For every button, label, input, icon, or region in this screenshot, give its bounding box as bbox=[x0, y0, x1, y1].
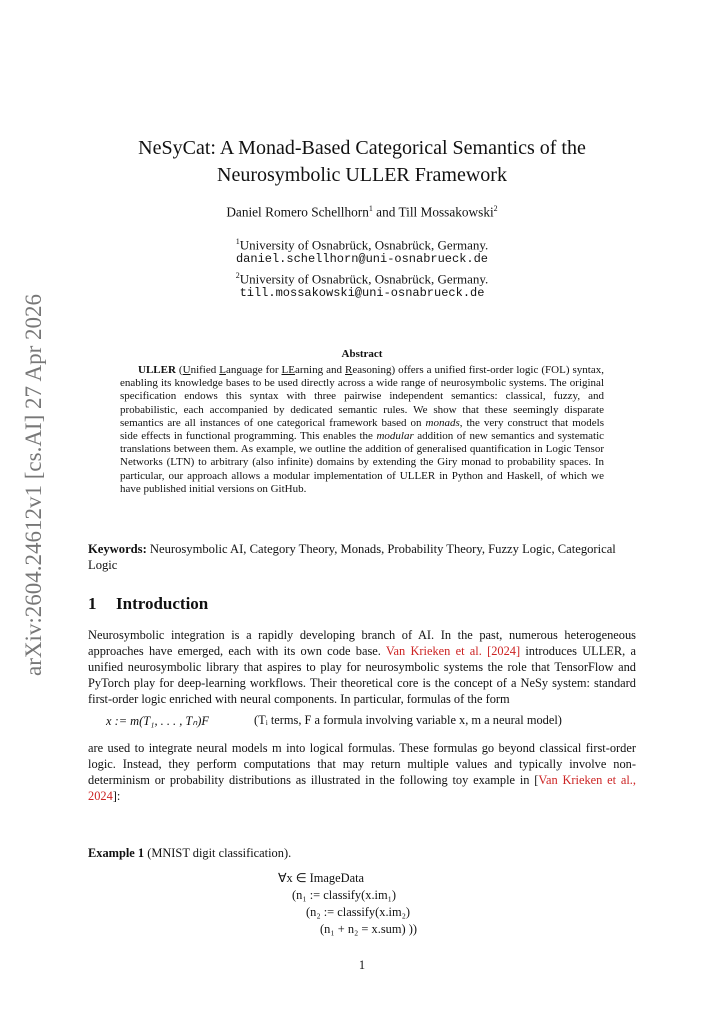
abstract-body: ULLER (Unified Language for LEarning and Reasoning) offers a unified first-order logic (FOL) syntax, enabling its knowledge bases to be used directly across a wide range of neurosymbolic systems. The original specification endows this syntax with three pairwise independent semantics: classical, fuzzy, and probabilistic, each accompanied by dedicated semantic rules. We show that these seemingly disparate semantics are all instances of one categorical framework based on monads, the very construct that models side effects in functional programming. This enables the modular addition of new semantics and systematic translations between them. As example, we outline the addition of generalised quantification in Logic Tensor Networks (LTN) to arbitrary (also infinite) domains by extending the Giry monad to probability spaces. In particular, our approach allows a modular implementation of ULLER in Python and Haskell, of which we have published initial versions on GitHub. bbox=[120, 364, 605, 495]
keywords: Keywords: Neurosymbolic AI, Category Theory, Monads, Probability Theory, Fuzzy Logic, Categorical Logic bbox=[88, 542, 616, 572]
arxiv-sidebar bbox=[14, 293, 54, 677]
nesy-formula: x := m(T₁, . . . , Tₙ)F (Tᵢ terms, F a formula involving variable x, m a neural model) bbox=[106, 713, 562, 728]
page-number: 1 bbox=[358, 958, 366, 972]
authors: Daniel Romero Schellhorn$^1$ and Till Mossakowski$^2$ bbox=[226, 204, 498, 220]
email-1[interactable]: daniel.schellhorn@uni-osnabrueck.de bbox=[235, 252, 489, 266]
abstract-heading: Abstract bbox=[341, 348, 383, 360]
formula-line: (n₂ := classify(x.im₂) bbox=[306, 905, 411, 919]
example-heading: Example 1 (MNIST digit classification). bbox=[88, 846, 292, 860]
intro-paragraph-1: Neurosymbolic integration is a rapidly developing branch of AI. In the past, numerous heterogeneous approaches have emerged, each with its own code base. Van Krieken et al. [2024] introduces ULLER, a unified neurosymbolic library that aspires to play for neurosymbolic systems the role that TensorFlow and PyTorch play for deep-learning workflows. Their theoretical core is the concept of a NeSy system: standard first-order logic enriched with neural components. In particular, formulas of the form bbox=[88, 628, 636, 706]
email-2[interactable]: till.mossakowski@uni-osnabrueck.de bbox=[239, 286, 485, 300]
paper-title: NeSyCat: A Monad-Based Categorical Semantics of the Neurosymbolic ULLER Framework bbox=[138, 137, 586, 186]
formula-line: ∀x ∈ ImageData bbox=[278, 871, 365, 885]
author-1: Daniel Romero Schellhorn bbox=[226, 204, 369, 220]
section-heading-introduction: 1 Introduction bbox=[88, 594, 209, 613]
citation-link[interactable]: Van Krieken et al. [2024] bbox=[385, 644, 521, 658]
intro-paragraph-2: are used to integrate neural models m into logical formulas. These formulas go beyond classical first-order logic. Instead, they perform computations that may return multiple values and typically involve non-determinism or probability distributions as illustrated in the following toy example in [Van Krieken et al., 2024]: bbox=[88, 741, 636, 803]
formula-line: (n₁ := classify(x.im₁) bbox=[292, 888, 397, 902]
formula-line: (n₁ + n₂ = x.sum) )) bbox=[320, 922, 417, 936]
arxiv-id: arXiv:2604.24612v1 [cs.AI] 27 Apr 2026 bbox=[21, 293, 46, 677]
citation-link[interactable]: Van Krieken et al., 2024 bbox=[88, 773, 636, 803]
affiliation-2: $^2$University of Osnabrück, Osnabrück, Germany. bbox=[235, 271, 489, 287]
author-2: Till Mossakowski bbox=[398, 204, 494, 220]
affiliation-1: $^1$University of Osnabrück, Osnabrück, Germany. bbox=[235, 237, 489, 253]
